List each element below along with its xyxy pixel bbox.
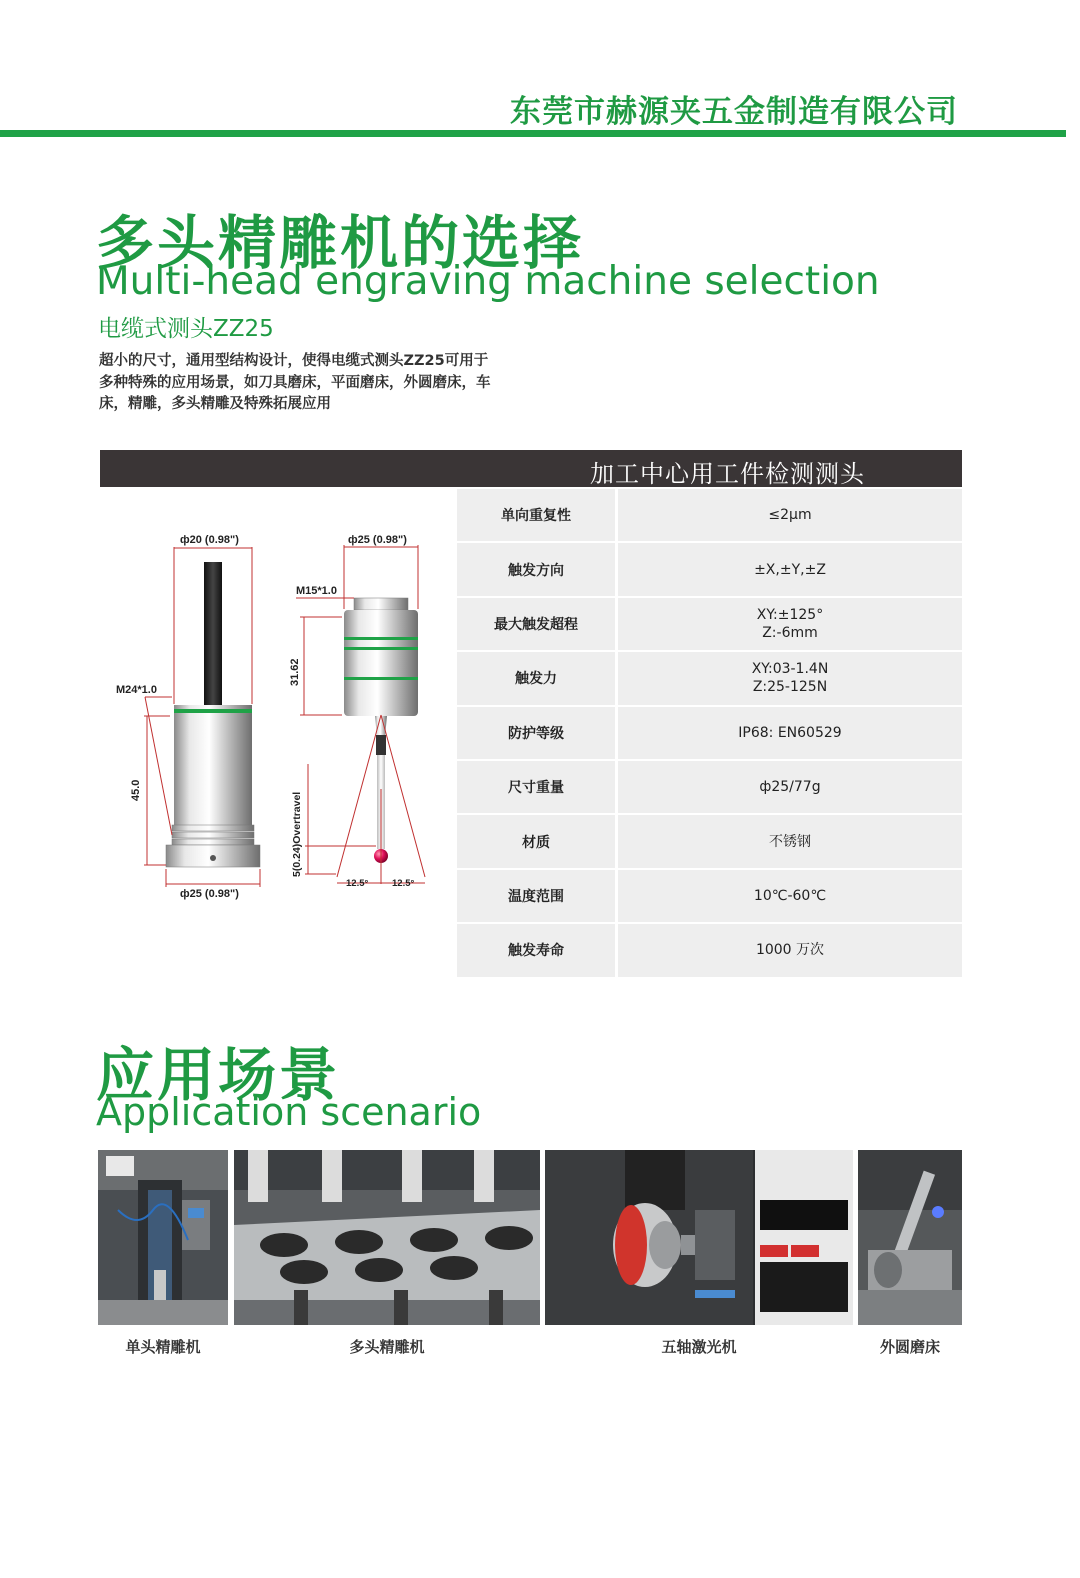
application-title: 应用场景 <box>96 1041 341 1109</box>
spec-key: 触发力 <box>457 651 617 705</box>
caption-single-head-engraver: 单头精雕机 <box>125 1338 201 1356</box>
spec-table <box>457 489 962 979</box>
spec-key: 单向重复性 <box>457 489 617 542</box>
photo-five-axis-laser <box>545 1150 853 1325</box>
caption-multi-head-engraver: 多头精雕机 <box>349 1338 425 1356</box>
spec-value <box>617 869 963 923</box>
spec-key: 触发寿命 <box>457 923 617 977</box>
spec-value-line: 1000 万次 <box>755 942 825 959</box>
table-row <box>457 869 962 923</box>
page-title: 多头精雕机的选择 <box>96 209 585 277</box>
dim-label: ф25 (0.98") <box>348 534 407 546</box>
table-row <box>457 489 962 542</box>
spec-header-title: 加工中心用工件检测测头 <box>590 460 865 488</box>
probe-drawing <box>100 489 455 977</box>
company-name: 东莞市赫源夹五金制造有限公司 <box>510 94 958 130</box>
spec-value <box>617 760 963 814</box>
spec-key: 触发方向 <box>457 542 617 596</box>
spec-value-line: ±X,±Y,±Z <box>754 561 826 578</box>
spec-value-line: Z:25-125N <box>752 679 828 696</box>
product-subtitle: 电缆式测头ZZ25 <box>98 316 274 342</box>
cable <box>204 562 222 710</box>
probe-body-left <box>174 705 252 827</box>
spec-key: 最大触发超程 <box>457 597 617 651</box>
dim-label: ф20 (0.98") <box>180 534 239 546</box>
table-row <box>457 814 962 868</box>
table-row <box>457 651 962 705</box>
dim-label: ф25 (0.98") <box>180 888 239 900</box>
spec-value <box>617 597 963 651</box>
caption-five-axis-laser: 五轴激光机 <box>661 1338 737 1356</box>
probe-body-right <box>344 610 418 716</box>
green-ring <box>174 709 252 713</box>
spec-key: 温度范围 <box>457 869 617 923</box>
page-title-english: Multi-head engraving machine selection <box>96 259 880 304</box>
spec-value <box>617 814 963 868</box>
spec-value-line: XY:±125° <box>756 606 824 623</box>
spec-value <box>617 542 963 596</box>
photo-single-head-engraver <box>98 1150 228 1325</box>
spec-value-line: ф25/77g <box>759 779 821 796</box>
spec-key: 尺寸重量 <box>457 760 617 814</box>
table-row <box>457 760 962 814</box>
spec-key: 材质 <box>457 814 617 868</box>
dim-label: 5(0.24)Overtravel <box>291 791 303 877</box>
dim-label: 31.62 <box>289 658 301 686</box>
spec-value-line: IP68: EN60529 <box>738 724 842 741</box>
dim-label: 45.0 <box>130 779 142 801</box>
header-bar <box>0 130 1066 137</box>
table-row <box>457 706 962 760</box>
description-line: 床，精雕，多头精雕及特殊拓展应用 <box>99 396 331 412</box>
application-title-english: Application scenario <box>96 1090 482 1134</box>
photo-multi-head-engraver <box>234 1150 540 1325</box>
spec-value <box>617 489 963 542</box>
spec-key: 防护等级 <box>457 706 617 760</box>
table-row <box>457 542 962 596</box>
spec-value <box>617 651 963 705</box>
spec-value-line: Z:-6mm <box>762 624 818 641</box>
description-line: 超小的尺寸，通用型结构设计，使得电缆式测头ZZ25可用于 <box>99 353 489 369</box>
spec-value-line: ≤2μm <box>768 507 812 524</box>
spec-value <box>617 923 963 977</box>
dim-label: M15*1.0 <box>296 585 337 597</box>
table-row <box>457 923 962 977</box>
spec-value-line: 10℃-60℃ <box>753 887 827 904</box>
spec-value-line: XY:03-1.4N <box>751 661 829 678</box>
table-row <box>457 597 962 651</box>
dim-label: 12.5° <box>346 878 369 889</box>
dim-label: M24*1.0 <box>116 684 157 696</box>
probe-dimension-diagram <box>100 489 455 977</box>
spec-value <box>617 706 963 760</box>
spec-header-bar <box>100 450 962 487</box>
description-line: 多种特殊的应用场景，如刀具磨床，平面磨床，外圆磨床，车 <box>99 374 491 391</box>
product-description <box>99 351 519 416</box>
photo-cylindrical-grinder <box>858 1150 962 1325</box>
dim-label: 12.5° <box>392 878 415 889</box>
caption-cylindrical-grinder: 外圆磨床 <box>879 1338 940 1356</box>
spec-value-line: 不锈钢 <box>769 833 811 850</box>
